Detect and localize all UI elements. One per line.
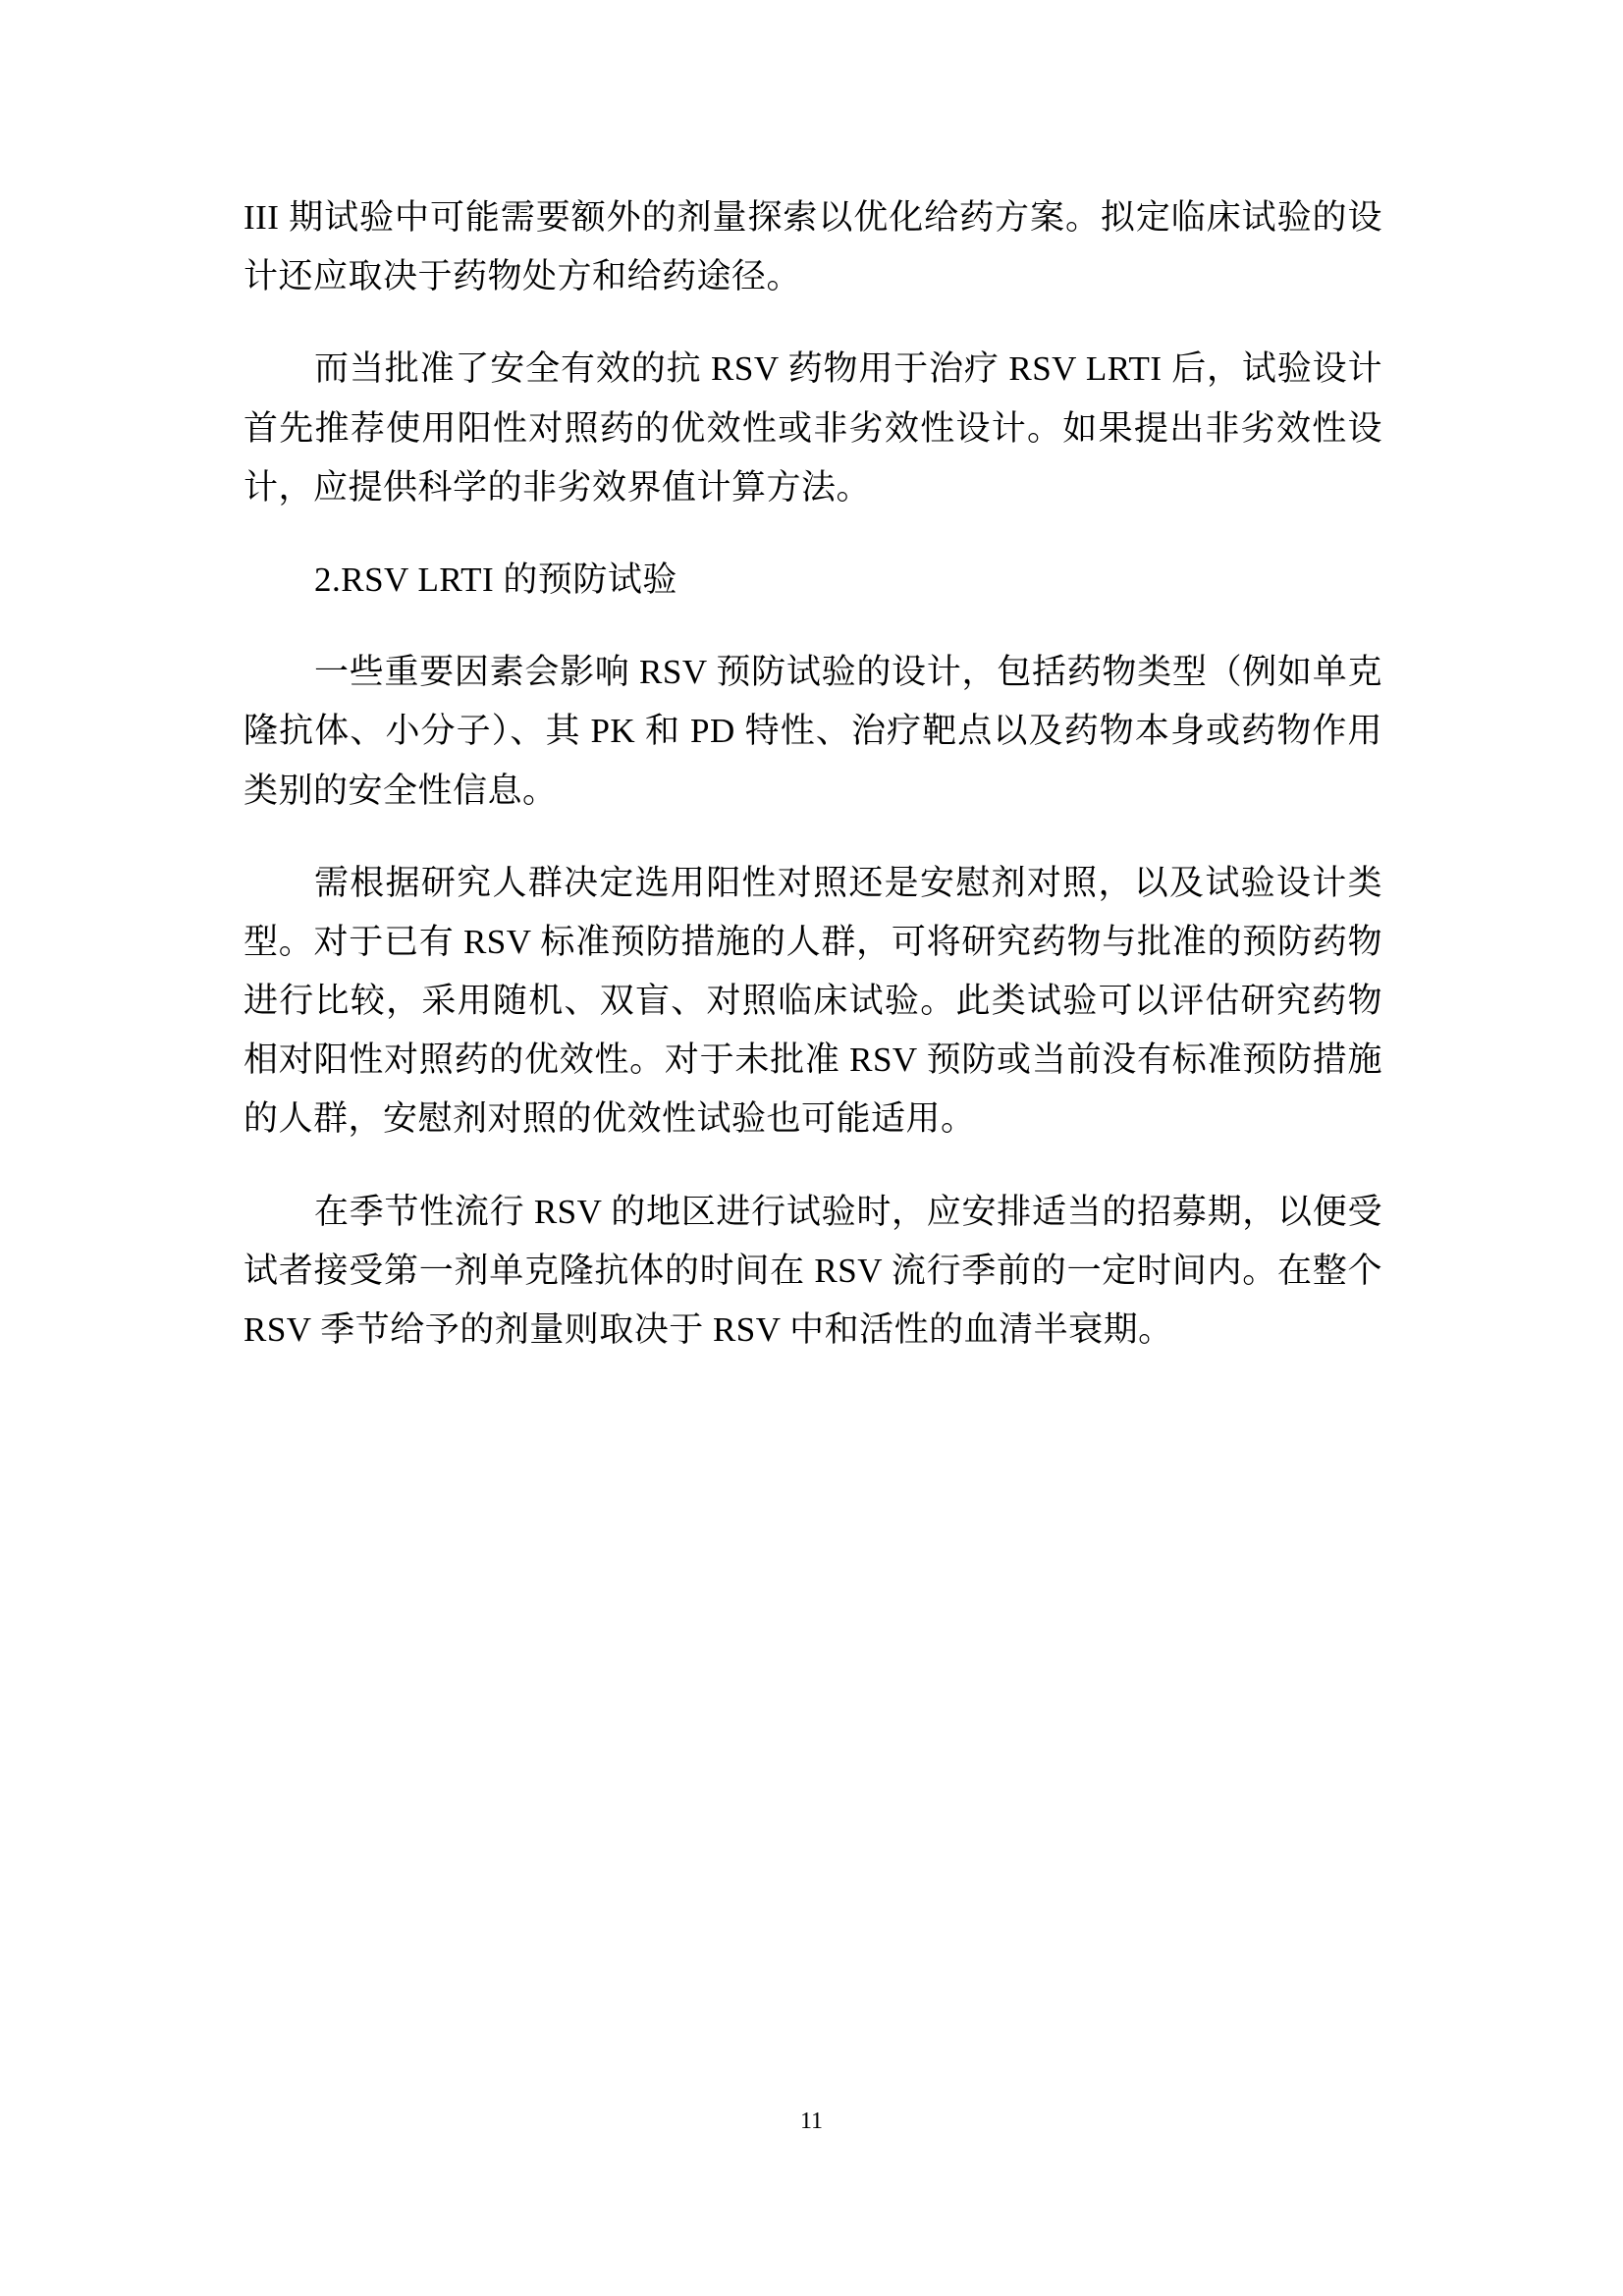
paragraph-1: III 期试验中可能需要额外的剂量探索以优化给药方案。拟定临床试验的设计还应取决于药物处方和给药途径。: [243, 198, 1382, 296]
paragraph-4: 需根据研究人群决定选用阳性对照还是安慰剂对照，以及试验设计类型。对于已有 RSV 标准预防措施的人群，可将研究药物与批准的预防药物进行比较，采用随机、双盲、对照临床试验。此类试验可以评估研究药物相对阳性对照药的优效性。对于未批准 RSV 预防或当前没有标准预防措施的人群，安慰剂对照的优效性试验也可能适用。: [243, 863, 1382, 1139]
paragraph-2: 而当批准了安全有效的抗 RSV 药物用于治疗 RSV LRTI 后，试验设计首先推荐使用阳性对照药的优效性或非劣效性设计。如果提出非劣效性设计，应提供科学的非劣效界值计算方法。: [243, 349, 1382, 507]
section-heading-2: 2.RSV LRTI 的预防试验: [314, 560, 677, 599]
paragraph-5: 在季节性流行 RSV 的地区进行试验时，应安排适当的招募期，以便受试者接受第一剂单克隆抗体的时间在 RSV 流行季前的一定时间内。在整个 RSV 季节给予的剂量则取决于 RSV 中和活性的血清半衰期。: [243, 1192, 1382, 1349]
paragraph-3: 一些重要因素会影响 RSV 预防试验的设计，包括药物类型（例如单克隆抗体、小分子）、其 PK 和 PD 特性、治疗靶点以及药物本身或药物作用类别的安全性信息。: [243, 653, 1382, 810]
page-number: 11: [799, 2109, 824, 2134]
page-body: [243, 188, 1382, 1393]
